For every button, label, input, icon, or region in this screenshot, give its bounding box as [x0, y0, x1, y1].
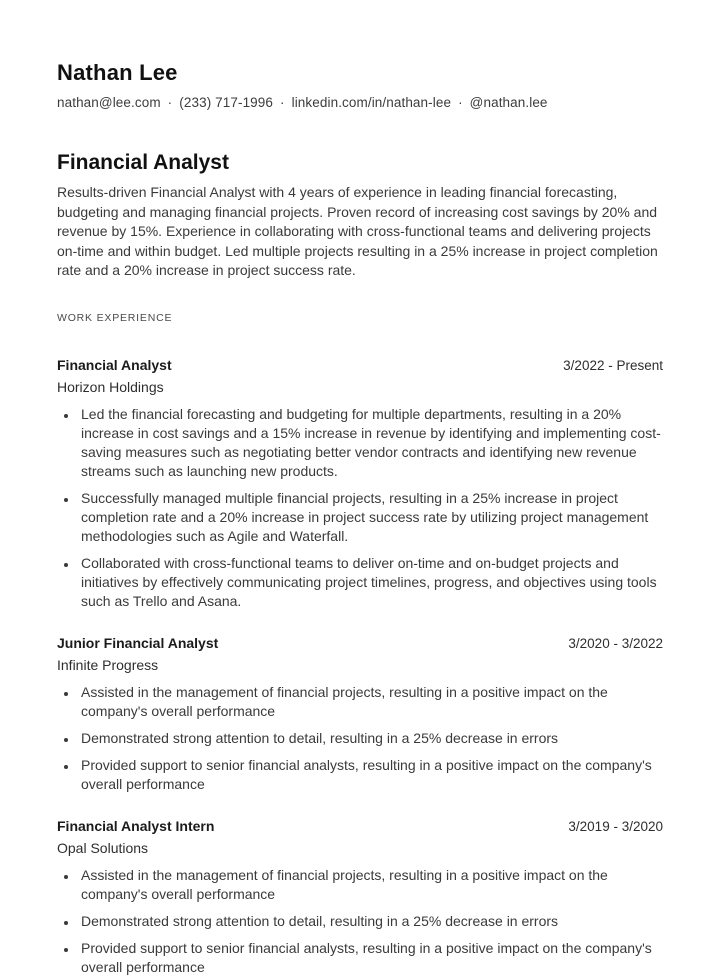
job-company: Horizon Holdings: [57, 378, 164, 395]
job-header: [57, 635, 663, 651]
job-bullet: • Successfully managed multiple financial projects, resulting in a 25% increase in project completion rate and a 20% increase in project success rate by utilizing project management methodologies such as Agile and Waterfall.: [78, 489, 663, 546]
resume-title: Financial Analyst: [57, 151, 229, 174]
profile-summary: Results-driven Financial Analyst with 4 years of experience in leading financial forecasting, budgeting and managing financial projects. Proven record of increasing cost savings by 20% and revenue by 15%. Experience in collaborating with cross-functional teams and delivering projects on-time and within budget. Led multiple projects resulting in a 25% increase in project completion rate and a 20% increase in project success rate.: [57, 184, 658, 278]
contact-line: [57, 95, 663, 110]
job-bullet: • Provided support to senior financial analysts, resulting in a positive impact on the company's overall performance: [78, 756, 663, 794]
job-dates: 3/2022 - Present: [563, 357, 663, 373]
job-bullet-list: [57, 683, 663, 794]
job-bullet: • Collaborated with cross-functional teams to deliver on-time and on-budget projects and initiatives by effectively communicating project timelines, progress, and objectives using tools such as Trello and Asana.: [78, 554, 663, 611]
job-header: [57, 357, 663, 373]
job-title: Financial Analyst: [57, 356, 172, 373]
job-entry: [57, 357, 663, 611]
job-title: Junior Financial Analyst: [57, 634, 219, 651]
job-bullet: • Demonstrated strong attention to detail, resulting in a 25% decrease in errors: [78, 912, 663, 931]
job-title: Financial Analyst Intern: [57, 817, 215, 834]
job-company: Opal Solutions: [57, 839, 149, 856]
section-label-work-experience: WORK EXPERIENCE: [57, 311, 173, 324]
contact-separator: ·: [167, 95, 173, 110]
job-bullet: • Provided support to senior financial analysts, resulting in a positive impact on the company's overall performance: [78, 939, 663, 977]
job-bullet: • Led the financial forecasting and budgeting for multiple departments, resulting in a 20% increase in cost savings and a 15% increase in revenue by identifying and implementing cost-saving measures such as negotiating better vendor contracts and identifying new revenue streams such as launching new products.: [78, 405, 663, 481]
contact-handle: @nathan.lee: [469, 95, 548, 110]
job-company: Infinite Progress: [57, 656, 159, 673]
contact-linkedin: linkedin.com/in/nathan-lee: [291, 95, 452, 110]
contact-phone: (233) 717-1996: [179, 95, 273, 110]
contact-separator: ·: [280, 95, 285, 110]
job-entry: [57, 818, 663, 977]
job-entry: [57, 635, 663, 794]
contact-separator: ·: [458, 95, 463, 110]
job-bullet-list: [57, 405, 663, 611]
job-bullet-list: [57, 866, 663, 977]
job-header: [57, 818, 663, 834]
contact-email: nathan@lee.com: [57, 95, 161, 110]
job-bullet: • Assisted in the management of financial projects, resulting in a positive impact on the company's overall performance: [78, 866, 663, 904]
job-dates: 3/2020 - 3/2022: [568, 635, 663, 651]
person-name: Nathan Lee: [57, 60, 178, 85]
job-bullet: • Assisted in the management of financial projects, resulting in a positive impact on the company's overall performance: [78, 683, 663, 721]
job-dates: 3/2019 - 3/2020: [568, 818, 663, 834]
job-bullet: • Demonstrated strong attention to detail, resulting in a 25% decrease in errors: [78, 729, 663, 748]
